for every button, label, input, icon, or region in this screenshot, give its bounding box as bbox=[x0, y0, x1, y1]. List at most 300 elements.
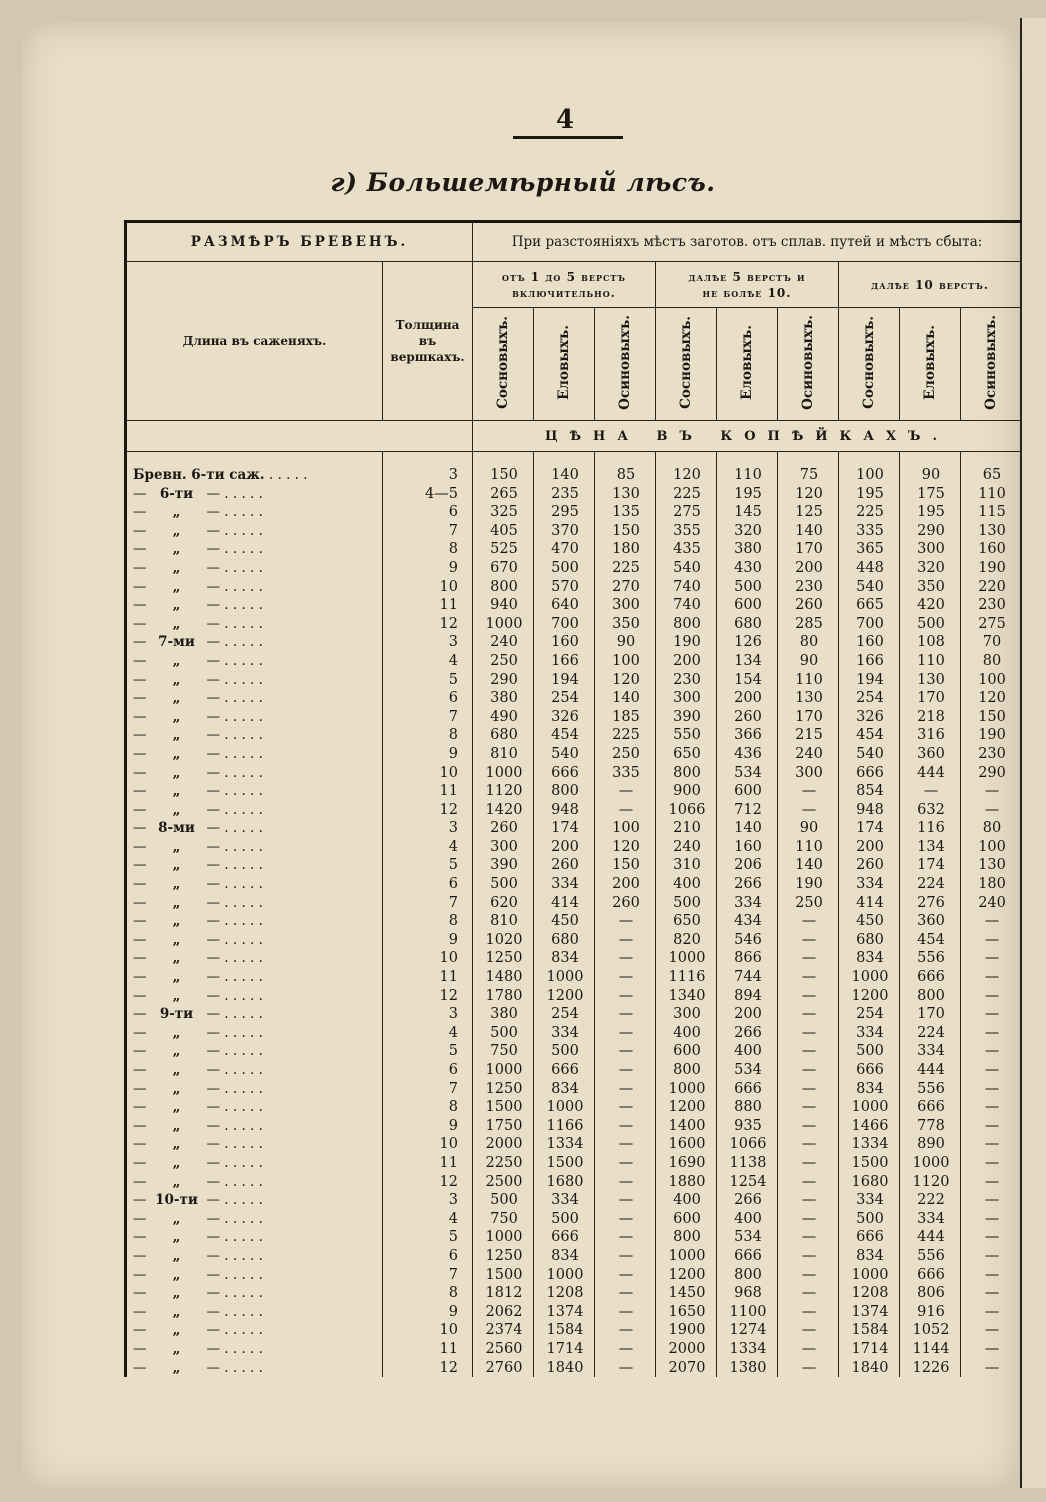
price-cell: 666 bbox=[534, 1061, 595, 1080]
price-cell: 400 bbox=[656, 875, 717, 894]
price-cell: 666 bbox=[900, 1098, 961, 1117]
price-cell: 85 bbox=[595, 452, 656, 485]
price-cell: 800 bbox=[656, 1061, 717, 1080]
price-cell: 160 bbox=[839, 633, 900, 652]
price-cell: 700 bbox=[534, 615, 595, 634]
length-cell: — „ — . . . . . bbox=[126, 1061, 383, 1080]
length-cell: — „ — . . . . . bbox=[126, 1284, 383, 1303]
thickness-cell: 4 bbox=[383, 1024, 473, 1043]
price-cell: 1780 bbox=[473, 987, 534, 1006]
price-cell: 108 bbox=[900, 633, 961, 652]
price-cell: 550 bbox=[656, 726, 717, 745]
price-cell: 500 bbox=[473, 1191, 534, 1210]
price-cell: 740 bbox=[656, 578, 717, 597]
price-cell: 300 bbox=[656, 689, 717, 708]
price-cell: — bbox=[778, 1247, 839, 1266]
price-cell: — bbox=[961, 1005, 1022, 1024]
price-cell: 894 bbox=[717, 987, 778, 1006]
price-cell: 1840 bbox=[839, 1359, 900, 1378]
price-cell: — bbox=[595, 1228, 656, 1247]
price-cell: 800 bbox=[534, 782, 595, 801]
price-cell: 650 bbox=[656, 745, 717, 764]
thickness-cell: 12 bbox=[383, 801, 473, 820]
thickness-cell: 9 bbox=[383, 1303, 473, 1322]
thickness-header-line1: Толщина bbox=[395, 318, 460, 332]
length-cell: — 8-ми — . . . . . bbox=[126, 819, 383, 838]
price-cell: 1116 bbox=[656, 968, 717, 987]
table-row bbox=[126, 1247, 1022, 1266]
price-cell: — bbox=[778, 1098, 839, 1117]
price-cell: 174 bbox=[900, 856, 961, 875]
price-cell: 834 bbox=[839, 949, 900, 968]
price-cell: — bbox=[961, 1340, 1022, 1359]
price-cell: — bbox=[961, 1154, 1022, 1173]
price-cell: — bbox=[778, 782, 839, 801]
price-cell: 80 bbox=[961, 652, 1022, 671]
price-cell: 666 bbox=[717, 1247, 778, 1266]
price-cell: 1840 bbox=[534, 1359, 595, 1378]
price-cell: 276 bbox=[900, 894, 961, 913]
price-cell: 1000 bbox=[534, 968, 595, 987]
length-cell: — „ — . . . . . bbox=[126, 559, 383, 578]
price-cell: 1714 bbox=[839, 1340, 900, 1359]
price-cell: — bbox=[961, 1191, 1022, 1210]
price-cell: — bbox=[961, 1098, 1022, 1117]
price-cell: 450 bbox=[534, 912, 595, 931]
price-cell: 254 bbox=[534, 1005, 595, 1024]
price-cell: — bbox=[595, 1135, 656, 1154]
price-cell: 470 bbox=[534, 540, 595, 559]
ditto-mark: „ bbox=[172, 801, 181, 818]
price-cell: — bbox=[595, 1061, 656, 1080]
price-cell: 335 bbox=[839, 522, 900, 541]
price-cell: 65 bbox=[961, 452, 1022, 485]
length-cell: — „ — . . . . . bbox=[126, 671, 383, 690]
price-cell: 750 bbox=[473, 1042, 534, 1061]
price-cell: 260 bbox=[595, 894, 656, 913]
price-cell: 335 bbox=[595, 764, 656, 783]
price-cell: — bbox=[778, 1005, 839, 1024]
price-cell: 1120 bbox=[473, 782, 534, 801]
wood-type-label: Еловыхъ. bbox=[739, 324, 755, 400]
price-cell: 778 bbox=[900, 1117, 961, 1136]
price-cell: 380 bbox=[717, 540, 778, 559]
length-cell: — „ — . . . . . bbox=[126, 1359, 383, 1378]
price-cell: 170 bbox=[900, 1005, 961, 1024]
price-cell: — bbox=[961, 1173, 1022, 1192]
price-cell: — bbox=[595, 1080, 656, 1099]
price-header-spacer bbox=[126, 421, 473, 452]
price-cell: 334 bbox=[534, 875, 595, 894]
price-cell: 90 bbox=[778, 652, 839, 671]
price-cell: 190 bbox=[778, 875, 839, 894]
table-row bbox=[126, 615, 1022, 634]
ditto-mark: „ bbox=[172, 764, 181, 781]
price-cell: 414 bbox=[839, 894, 900, 913]
length-cell: — „ — . . . . . bbox=[126, 1024, 383, 1043]
price-cell: 260 bbox=[473, 819, 534, 838]
price-cell: 834 bbox=[839, 1080, 900, 1099]
thickness-cell: 6 bbox=[383, 1061, 473, 1080]
price-cell: 200 bbox=[839, 838, 900, 857]
table-row bbox=[126, 452, 1022, 485]
price-cell: 700 bbox=[839, 615, 900, 634]
price-cell: 500 bbox=[656, 894, 717, 913]
price-cell: 834 bbox=[839, 1247, 900, 1266]
price-cell: 540 bbox=[839, 578, 900, 597]
price-cell: 160 bbox=[717, 838, 778, 857]
length-cell: — „ — . . . . . bbox=[126, 1303, 383, 1322]
price-cell: — bbox=[778, 1228, 839, 1247]
table-row bbox=[126, 912, 1022, 931]
table-row bbox=[126, 559, 1022, 578]
price-cell: 200 bbox=[717, 1005, 778, 1024]
price-cell: 126 bbox=[717, 633, 778, 652]
ditto-mark: „ bbox=[172, 1210, 181, 1227]
thickness-cell: 12 bbox=[383, 1359, 473, 1378]
price-cell: 100 bbox=[839, 452, 900, 485]
price-cell: 900 bbox=[656, 782, 717, 801]
price-cell: 1000 bbox=[839, 1266, 900, 1285]
price-cell: 240 bbox=[473, 633, 534, 652]
price-cell: 600 bbox=[717, 782, 778, 801]
price-cell: — bbox=[961, 949, 1022, 968]
price-cell: 210 bbox=[656, 819, 717, 838]
price-cell: 454 bbox=[534, 726, 595, 745]
price-cell: 1208 bbox=[839, 1284, 900, 1303]
price-cell: 230 bbox=[778, 578, 839, 597]
price-cell: — bbox=[778, 1340, 839, 1359]
price-cell: 380 bbox=[473, 689, 534, 708]
price-cell: 175 bbox=[900, 485, 961, 504]
price-cell: 120 bbox=[778, 485, 839, 504]
price-cell: — bbox=[961, 1117, 1022, 1136]
price-cell: 810 bbox=[473, 745, 534, 764]
price-cell: 225 bbox=[595, 726, 656, 745]
price-cell: 454 bbox=[900, 931, 961, 950]
thickness-header-line2: въ bbox=[418, 334, 437, 348]
wood-type-label: Еловыхъ. bbox=[556, 324, 572, 400]
length-cell: — „ — . . . . . bbox=[126, 912, 383, 931]
price-cell: 185 bbox=[595, 708, 656, 727]
price-cell: 334 bbox=[839, 1191, 900, 1210]
length-cell: — „ — . . . . . bbox=[126, 522, 383, 541]
price-cell: 600 bbox=[656, 1042, 717, 1061]
table-row bbox=[126, 1117, 1022, 1136]
price-cell: 174 bbox=[534, 819, 595, 838]
price-cell: 135 bbox=[595, 503, 656, 522]
ditto-mark: „ bbox=[172, 1099, 181, 1116]
price-cell: 200 bbox=[656, 652, 717, 671]
price-cell: 266 bbox=[717, 875, 778, 894]
wood-type-header bbox=[473, 308, 534, 421]
price-cell: 195 bbox=[717, 485, 778, 504]
length-cell: — „ — . . . . . bbox=[126, 838, 383, 857]
table-row bbox=[126, 1284, 1022, 1303]
price-cell: 180 bbox=[595, 540, 656, 559]
ditto-mark: „ bbox=[172, 987, 181, 1004]
price-cell: — bbox=[778, 931, 839, 950]
table-row bbox=[126, 819, 1022, 838]
price-cell: 1000 bbox=[656, 949, 717, 968]
price-header: ЦѢНА ВЪ КОПѢЙКАХЪ. bbox=[473, 421, 1022, 452]
price-cell: 1066 bbox=[717, 1135, 778, 1154]
price-cell: 665 bbox=[839, 596, 900, 615]
wood-type-header bbox=[656, 308, 717, 421]
price-cell: 632 bbox=[900, 801, 961, 820]
price-cell: 225 bbox=[656, 485, 717, 504]
length-cell: — „ — . . . . . bbox=[126, 782, 383, 801]
price-cell: 334 bbox=[839, 875, 900, 894]
price-cell: 2374 bbox=[473, 1321, 534, 1340]
price-cell: 134 bbox=[717, 652, 778, 671]
table-row bbox=[126, 540, 1022, 559]
price-cell: 220 bbox=[961, 578, 1022, 597]
thickness-cell: 11 bbox=[383, 782, 473, 801]
table-row bbox=[126, 596, 1022, 615]
length-cell: — „ — . . . . . bbox=[126, 968, 383, 987]
table-row bbox=[126, 949, 1022, 968]
price-cell: 224 bbox=[900, 1024, 961, 1043]
table-row bbox=[126, 578, 1022, 597]
price-cell: — bbox=[778, 1024, 839, 1043]
price-cell: — bbox=[778, 968, 839, 987]
ditto-mark: „ bbox=[172, 690, 181, 707]
price-cell: 1250 bbox=[473, 1247, 534, 1266]
table-row bbox=[126, 633, 1022, 652]
thickness-cell: 10 bbox=[383, 1321, 473, 1340]
price-cell: 448 bbox=[839, 559, 900, 578]
thickness-cell: 6 bbox=[383, 503, 473, 522]
price-cell: 215 bbox=[778, 726, 839, 745]
price-cell: — bbox=[595, 1154, 656, 1173]
thickness-cell: 8 bbox=[383, 726, 473, 745]
price-cell: 1340 bbox=[656, 987, 717, 1006]
price-cell: 600 bbox=[717, 596, 778, 615]
distance-group-1 bbox=[473, 262, 656, 308]
ditto-mark: „ bbox=[172, 541, 181, 558]
price-cell: 334 bbox=[900, 1042, 961, 1061]
price-cell: 556 bbox=[900, 1080, 961, 1099]
price-cell: — bbox=[778, 1191, 839, 1210]
thickness-cell: 11 bbox=[383, 596, 473, 615]
price-cell: 130 bbox=[961, 856, 1022, 875]
price-cell: 334 bbox=[839, 1024, 900, 1043]
ditto-mark: „ bbox=[172, 615, 181, 632]
length-cell: — „ — . . . . . bbox=[126, 1154, 383, 1173]
table-row bbox=[126, 968, 1022, 987]
table-row bbox=[126, 1303, 1022, 1322]
price-cell: 1374 bbox=[534, 1303, 595, 1322]
price-cell: 935 bbox=[717, 1117, 778, 1136]
price-cell: 810 bbox=[473, 912, 534, 931]
price-cell: 275 bbox=[961, 615, 1022, 634]
price-cell: 326 bbox=[839, 708, 900, 727]
ditto-mark: „ bbox=[172, 1080, 181, 1097]
price-cell: 1138 bbox=[717, 1154, 778, 1173]
price-cell: 140 bbox=[778, 856, 839, 875]
price-cell: 414 bbox=[534, 894, 595, 913]
table-row bbox=[126, 1154, 1022, 1173]
ditto-mark: „ bbox=[172, 559, 181, 576]
price-cell: 266 bbox=[717, 1024, 778, 1043]
table-row bbox=[126, 987, 1022, 1006]
price-cell: 334 bbox=[717, 894, 778, 913]
price-cell: — bbox=[778, 801, 839, 820]
price-cell: 100 bbox=[595, 819, 656, 838]
length-cell: — „ — . . . . . bbox=[126, 1080, 383, 1099]
price-cell: 260 bbox=[839, 856, 900, 875]
thickness-cell: 6 bbox=[383, 689, 473, 708]
price-cell: — bbox=[595, 1303, 656, 1322]
price-cell: 100 bbox=[595, 652, 656, 671]
price-cell: 250 bbox=[778, 894, 839, 913]
table-row bbox=[126, 764, 1022, 783]
price-cell: 2250 bbox=[473, 1154, 534, 1173]
price-cell: 380 bbox=[473, 1005, 534, 1024]
table-row bbox=[126, 1191, 1022, 1210]
length-label: 7-ми bbox=[158, 634, 195, 651]
table-row bbox=[126, 838, 1022, 857]
price-cell: 190 bbox=[961, 726, 1022, 745]
price-cell: 540 bbox=[839, 745, 900, 764]
table-row bbox=[126, 708, 1022, 727]
wood-type-header bbox=[839, 308, 900, 421]
timber-price-table bbox=[124, 220, 1022, 1377]
price-cell: 100 bbox=[961, 838, 1022, 857]
thickness-cell: 3 bbox=[383, 819, 473, 838]
price-cell: — bbox=[961, 987, 1022, 1006]
price-cell: — bbox=[778, 1117, 839, 1136]
ditto-mark: „ bbox=[172, 894, 181, 911]
price-cell: 80 bbox=[961, 819, 1022, 838]
thickness-cell: 8 bbox=[383, 912, 473, 931]
price-cell: 500 bbox=[534, 559, 595, 578]
price-cell: 194 bbox=[534, 671, 595, 690]
ditto-mark: „ bbox=[172, 1322, 181, 1339]
price-cell: — bbox=[961, 1321, 1022, 1340]
length-header: Длина въ саженяхъ. bbox=[126, 262, 383, 421]
price-cell: 1500 bbox=[839, 1154, 900, 1173]
price-cell: 260 bbox=[717, 708, 778, 727]
price-cell: — bbox=[595, 987, 656, 1006]
price-cell: 800 bbox=[656, 764, 717, 783]
price-cell: 270 bbox=[595, 578, 656, 597]
price-cell: 1500 bbox=[534, 1154, 595, 1173]
table-row bbox=[126, 1135, 1022, 1154]
price-cell: 370 bbox=[534, 522, 595, 541]
price-cell: 130 bbox=[778, 689, 839, 708]
price-cell: 1100 bbox=[717, 1303, 778, 1322]
ditto-mark: „ bbox=[172, 578, 181, 595]
length-label: Бревн. 6-ти саж. bbox=[133, 467, 265, 483]
price-cell: — bbox=[595, 1024, 656, 1043]
price-cell: 744 bbox=[717, 968, 778, 987]
price-cell: — bbox=[961, 1042, 1022, 1061]
price-cell: 570 bbox=[534, 578, 595, 597]
size-header: РАЗМѢРЪ БРЕВЕНЪ. bbox=[126, 222, 473, 262]
price-cell: — bbox=[961, 1210, 1022, 1229]
wood-type-label: Еловыхъ. bbox=[922, 324, 938, 400]
price-cell: 2000 bbox=[473, 1135, 534, 1154]
ditto-mark: „ bbox=[172, 857, 181, 874]
price-cell: 400 bbox=[656, 1024, 717, 1043]
table-row bbox=[126, 503, 1022, 522]
price-cell: 154 bbox=[717, 671, 778, 690]
price-cell: 534 bbox=[717, 1228, 778, 1247]
price-cell: 190 bbox=[656, 633, 717, 652]
length-cell: — „ — . . . . . bbox=[126, 1173, 383, 1192]
price-cell: 130 bbox=[595, 485, 656, 504]
price-cell: 1066 bbox=[656, 801, 717, 820]
price-cell: 500 bbox=[717, 578, 778, 597]
thickness-cell: 11 bbox=[383, 1340, 473, 1359]
price-cell: 2070 bbox=[656, 1359, 717, 1378]
price-cell: 200 bbox=[778, 559, 839, 578]
thickness-cell: 7 bbox=[383, 1080, 473, 1099]
price-cell: 1208 bbox=[534, 1284, 595, 1303]
thickness-cell: 8 bbox=[383, 540, 473, 559]
price-cell: 150 bbox=[595, 522, 656, 541]
price-cell: 1226 bbox=[900, 1359, 961, 1378]
price-cell: 1166 bbox=[534, 1117, 595, 1136]
ditto-mark: „ bbox=[172, 1024, 181, 1041]
price-cell: 800 bbox=[473, 578, 534, 597]
price-cell: — bbox=[778, 1173, 839, 1192]
price-cell: 230 bbox=[961, 596, 1022, 615]
price-cell: 430 bbox=[717, 559, 778, 578]
table-row bbox=[126, 485, 1022, 504]
wood-type-label: Сосновыхъ. bbox=[678, 315, 694, 409]
thickness-cell: 9 bbox=[383, 931, 473, 950]
length-label: 6-ти bbox=[159, 485, 194, 502]
price-cell: 800 bbox=[717, 1266, 778, 1285]
price-cell: 218 bbox=[900, 708, 961, 727]
ditto-mark: „ bbox=[172, 783, 181, 800]
distance-group-2-line1: далѣе 5 верстъ и bbox=[688, 269, 806, 284]
ditto-mark: „ bbox=[172, 876, 181, 893]
price-cell: — bbox=[778, 1321, 839, 1340]
price-cell: 806 bbox=[900, 1284, 961, 1303]
length-cell: — „ — . . . . . bbox=[126, 801, 383, 820]
ditto-mark: „ bbox=[172, 652, 181, 669]
price-cell: — bbox=[595, 1247, 656, 1266]
price-cell: — bbox=[961, 912, 1022, 931]
price-cell: — bbox=[595, 1191, 656, 1210]
price-cell: 1750 bbox=[473, 1117, 534, 1136]
length-cell: — „ — . . . . . bbox=[126, 503, 383, 522]
price-cell: 444 bbox=[900, 1061, 961, 1080]
price-cell: 254 bbox=[534, 689, 595, 708]
price-cell: 500 bbox=[534, 1042, 595, 1061]
price-cell: 2000 bbox=[656, 1340, 717, 1359]
ditto-mark: „ bbox=[172, 1117, 181, 1134]
ditto-mark: „ bbox=[172, 969, 181, 986]
price-cell: 230 bbox=[961, 745, 1022, 764]
price-cell: — bbox=[961, 1228, 1022, 1247]
price-cell: 2500 bbox=[473, 1173, 534, 1192]
ditto-mark: „ bbox=[172, 745, 181, 762]
price-cell: — bbox=[778, 1266, 839, 1285]
price-cell: 170 bbox=[778, 708, 839, 727]
price-cell: 120 bbox=[595, 671, 656, 690]
length-label: 10-ти bbox=[155, 1192, 198, 1209]
thickness-cell: 5 bbox=[383, 1042, 473, 1061]
price-cell: 120 bbox=[595, 838, 656, 857]
price-cell: — bbox=[595, 912, 656, 931]
length-cell: — „ — . . . . . bbox=[126, 726, 383, 745]
price-cell: 2062 bbox=[473, 1303, 534, 1322]
